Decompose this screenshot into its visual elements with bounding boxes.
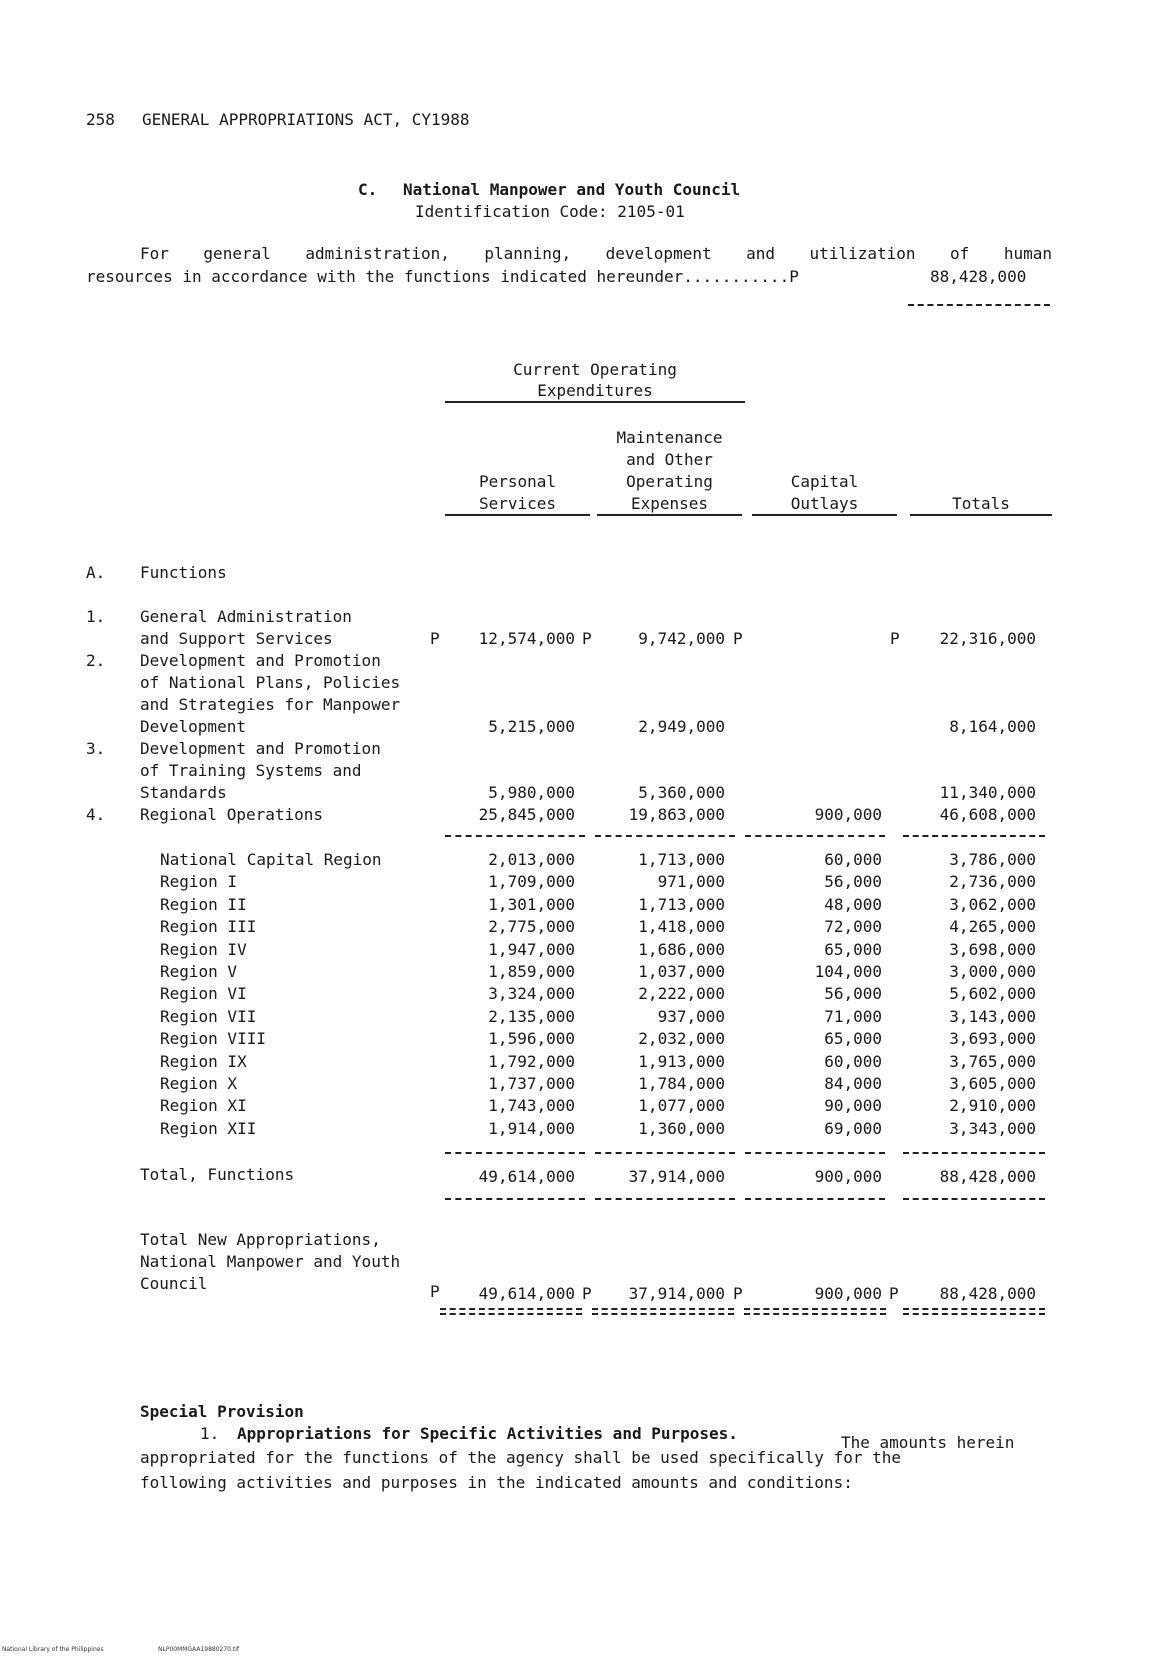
total-functions-ps: 49,614,000 <box>478 1167 575 1186</box>
co-header-1: Capital <box>790 472 859 491</box>
region-row-11-mooe: 1,784,000 <box>638 1074 725 1093</box>
rule-ps-1 <box>445 835 585 837</box>
provision-line-2: appropriated for the functions of the agency shall be used specifically for the <box>140 1448 901 1467</box>
function-3-line-2: of Training Systems and <box>140 761 362 780</box>
total-new-co: 900,000 <box>814 1284 882 1303</box>
region-row-12-name: Region XI <box>160 1096 247 1115</box>
special-provision-heading: Special Provision <box>140 1402 304 1421</box>
function-2-mooe: 2,949,000 <box>638 717 725 736</box>
region-row-4-mooe: 1,418,000 <box>638 917 725 936</box>
act-title: GENERAL APPROPRIATIONS ACT, CY1988 <box>142 110 470 129</box>
region-row-2-ps: 1,709,000 <box>488 872 575 891</box>
region-row-10-ps: 1,792,000 <box>488 1052 575 1071</box>
function-4-mooe: 19,863,000 <box>628 805 725 824</box>
region-row-2-mooe: 971,000 <box>657 872 725 891</box>
region-row-10-name: Region IX <box>160 1052 247 1071</box>
total-new-co-peso: P <box>889 1284 899 1303</box>
functions-label: Functions <box>140 563 227 582</box>
function-1-total-peso: P <box>890 629 900 648</box>
total-functions-mooe: 37,914,000 <box>628 1167 725 1186</box>
double-rule-total <box>903 1308 1045 1315</box>
region-row-13-total: 3,343,000 <box>949 1119 1036 1138</box>
region-row-4-co: 72,000 <box>824 917 882 936</box>
functions-letter: A. <box>86 563 106 582</box>
double-rule-ps <box>440 1308 582 1315</box>
function-1-num: 1. <box>86 607 106 626</box>
total-new-peso: P <box>430 1282 440 1301</box>
region-row-6-total: 3,000,000 <box>949 962 1036 981</box>
intro-line-1: For general administration, planning, development and utilization of human <box>140 244 1052 263</box>
total-new-ps: 49,614,000 <box>478 1284 575 1303</box>
region-row-9-ps: 1,596,000 <box>488 1029 575 1048</box>
provision-item-number: 1. <box>200 1424 220 1443</box>
region-row-7-co: 56,000 <box>824 984 882 1003</box>
region-row-4-name: Region III <box>160 917 257 936</box>
mooe-header-2: and Other <box>626 450 713 469</box>
rule-mooe-1 <box>595 835 735 837</box>
total-new-mooe-peso: P <box>733 1284 743 1303</box>
group-header-line-1: Current Operating <box>513 360 677 379</box>
rule-total-1 <box>903 835 1045 837</box>
function-3-total: 11,340,000 <box>939 783 1036 802</box>
region-row-10-mooe: 1,913,000 <box>638 1052 725 1071</box>
rule-ps-3 <box>445 1198 585 1200</box>
function-1-line-1: General Administration <box>140 607 352 626</box>
region-row-12-co: 90,000 <box>824 1096 882 1115</box>
function-1-ps-peso: P <box>582 629 592 648</box>
mooe-header-rule <box>597 514 742 516</box>
region-row-6-ps: 1,859,000 <box>488 962 575 981</box>
region-row-11-co: 84,000 <box>824 1074 882 1093</box>
total-functions-total: 88,428,000 <box>939 1167 1036 1186</box>
ps-header-rule <box>445 514 590 516</box>
function-1-line-2: and Support Services <box>140 629 333 648</box>
mooe-header-3: Operating <box>626 472 713 491</box>
page-number: 258 <box>86 110 115 129</box>
region-row-2-co: 56,000 <box>824 872 882 891</box>
region-row-10-total: 3,765,000 <box>949 1052 1036 1071</box>
region-row-8-name: Region VII <box>160 1007 257 1026</box>
function-1-peso: P <box>430 629 440 648</box>
function-2-total: 8,164,000 <box>949 717 1036 736</box>
region-row-13-mooe: 1,360,000 <box>638 1119 725 1138</box>
rule-ps-2 <box>445 1152 585 1154</box>
function-2-ps: 5,215,000 <box>488 717 575 736</box>
region-row-9-name: Region VIII <box>160 1029 266 1048</box>
region-row-12-mooe: 1,077,000 <box>638 1096 725 1115</box>
region-row-1-co: 60,000 <box>824 850 882 869</box>
region-row-6-mooe: 1,037,000 <box>638 962 725 981</box>
group-header-line-2: Expenditures <box>537 381 653 400</box>
provision-line-1-rest: The amounts herein <box>841 1433 1015 1452</box>
region-row-3-mooe: 1,713,000 <box>638 895 725 914</box>
region-row-7-ps: 3,324,000 <box>488 984 575 1003</box>
function-4-line-1: Regional Operations <box>140 805 324 824</box>
function-3-num: 3. <box>86 739 106 758</box>
region-row-13-name: Region XII <box>160 1119 257 1138</box>
region-row-3-total: 3,062,000 <box>949 895 1036 914</box>
function-2-line-4: Development <box>140 717 246 736</box>
region-row-6-co: 104,000 <box>814 962 882 981</box>
function-1-mooe: 9,742,000 <box>638 629 725 648</box>
function-4-co: 900,000 <box>814 805 882 824</box>
region-row-8-total: 3,143,000 <box>949 1007 1036 1026</box>
rule-co-1 <box>745 835 885 837</box>
region-row-5-mooe: 1,686,000 <box>638 940 725 959</box>
function-3-ps: 5,980,000 <box>488 783 575 802</box>
region-row-12-ps: 1,743,000 <box>488 1096 575 1115</box>
region-row-5-name: Region IV <box>160 940 247 959</box>
region-row-9-co: 65,000 <box>824 1029 882 1048</box>
region-row-2-total: 2,736,000 <box>949 872 1036 891</box>
function-2-line-3: and Strategies for Manpower <box>140 695 401 714</box>
region-row-7-name: Region VI <box>160 984 247 1003</box>
co-header-rule <box>752 514 897 516</box>
intro-amount: 88,428,000 <box>930 267 1027 286</box>
function-1-mooe-peso: P <box>733 629 743 648</box>
co-header-2: Outlays <box>790 494 859 513</box>
totals-header-rule <box>910 514 1052 516</box>
region-row-8-ps: 2,135,000 <box>488 1007 575 1026</box>
rule-mooe-3 <box>595 1198 735 1200</box>
region-row-7-total: 5,602,000 <box>949 984 1036 1003</box>
region-row-4-ps: 2,775,000 <box>488 917 575 936</box>
function-4-total: 46,608,000 <box>939 805 1036 824</box>
total-new-line-3: Council <box>140 1274 208 1293</box>
region-row-1-name: National Capital Region <box>160 850 382 869</box>
function-3-mooe: 5,360,000 <box>638 783 725 802</box>
region-row-1-ps: 2,013,000 <box>488 850 575 869</box>
region-row-5-total: 3,698,000 <box>949 940 1036 959</box>
rule-mooe-2 <box>595 1152 735 1154</box>
region-row-3-ps: 1,301,000 <box>488 895 575 914</box>
total-new-mooe: 37,914,000 <box>628 1284 725 1303</box>
rule-co-3 <box>745 1198 885 1200</box>
region-row-7-mooe: 2,222,000 <box>638 984 725 1003</box>
region-row-13-co: 69,000 <box>824 1119 882 1138</box>
region-row-1-mooe: 1,713,000 <box>638 850 725 869</box>
region-row-2-name: Region I <box>160 872 238 891</box>
section-title: National Manpower and Youth Council <box>403 180 741 199</box>
region-row-8-co: 71,000 <box>824 1007 882 1026</box>
rule-co-2 <box>745 1152 885 1154</box>
rule-total-2 <box>903 1152 1045 1154</box>
region-row-11-name: Region X <box>160 1074 238 1093</box>
footer-file: NLP00MMGAA19880270.tif <box>158 1646 240 1653</box>
double-rule-co <box>744 1308 886 1315</box>
provision-item-title: Appropriations for Specific Activities and Purposes. <box>237 1424 738 1443</box>
mooe-header-1: Maintenance <box>616 428 723 447</box>
total-new-line-2: National Manpower and Youth <box>140 1252 401 1271</box>
function-2-line-1: Development and Promotion <box>140 651 381 670</box>
region-row-8-mooe: 937,000 <box>657 1007 725 1026</box>
region-row-13-ps: 1,914,000 <box>488 1119 575 1138</box>
section-letter: C. <box>358 180 378 199</box>
intro-line-2: resources in accordance with the functions indicated hereunder...........P <box>86 267 799 286</box>
group-header-rule <box>445 401 745 403</box>
region-row-11-ps: 1,737,000 <box>488 1074 575 1093</box>
ps-header-1: Personal <box>478 472 557 491</box>
intro-amount-rule <box>908 304 1050 306</box>
footer-library: National Library of the Philippines <box>2 1646 104 1653</box>
region-row-12-total: 2,910,000 <box>949 1096 1036 1115</box>
function-3-line-3: Standards <box>140 783 227 802</box>
provision-line-3: following activities and purposes in the indicated amounts and conditions: <box>140 1473 853 1492</box>
region-row-3-name: Region II <box>160 895 247 914</box>
totals-header: Totals <box>952 494 1010 513</box>
region-row-9-mooe: 2,032,000 <box>638 1029 725 1048</box>
total-functions-co: 900,000 <box>814 1167 882 1186</box>
region-row-9-total: 3,693,000 <box>949 1029 1036 1048</box>
total-new-ps-peso: P <box>582 1284 592 1303</box>
mooe-header-4: Expenses <box>630 494 709 513</box>
rule-total-3 <box>903 1198 1045 1200</box>
region-row-6-name: Region V <box>160 962 238 981</box>
region-row-4-total: 4,265,000 <box>949 917 1036 936</box>
total-new-line-1: Total New Appropriations, <box>140 1230 381 1249</box>
function-3-line-1: Development and Promotion <box>140 739 381 758</box>
ps-header-2: Services <box>478 494 557 513</box>
double-rule-mooe <box>592 1308 734 1315</box>
function-4-ps: 25,845,000 <box>478 805 575 824</box>
total-functions-label: Total, Functions <box>140 1165 295 1184</box>
function-2-num: 2. <box>86 651 106 670</box>
region-row-5-co: 65,000 <box>824 940 882 959</box>
region-row-5-ps: 1,947,000 <box>488 940 575 959</box>
identification-code: Identification Code: 2105-01 <box>415 202 685 221</box>
function-4-num: 4. <box>86 805 106 824</box>
region-row-3-co: 48,000 <box>824 895 882 914</box>
total-new-total: 88,428,000 <box>939 1284 1036 1303</box>
function-1-ps: 12,574,000 <box>478 629 575 648</box>
region-row-11-total: 3,605,000 <box>949 1074 1036 1093</box>
region-row-10-co: 60,000 <box>824 1052 882 1071</box>
region-row-1-total: 3,786,000 <box>949 850 1036 869</box>
function-1-total: 22,316,000 <box>939 629 1036 648</box>
function-2-line-2: of National Plans, Policies <box>140 673 401 692</box>
